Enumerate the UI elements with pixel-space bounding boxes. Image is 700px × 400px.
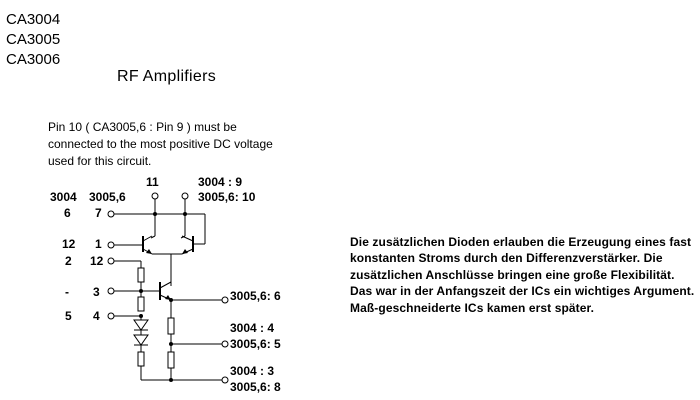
output-label-1: 3005,6: 6 bbox=[230, 289, 281, 303]
transistor-bases bbox=[143, 236, 193, 300]
pin-e-3005: 4 bbox=[93, 309, 100, 323]
terminal-out-1 bbox=[222, 297, 228, 303]
terminal-pin-e bbox=[108, 313, 114, 319]
pin-b-3004: 12 bbox=[62, 237, 76, 251]
model-name-ca3006: CA3006 bbox=[6, 51, 61, 68]
terminal-pin-c bbox=[108, 258, 114, 264]
pin-d-3005: 3 bbox=[93, 285, 100, 299]
output-label-3-3005: 3005,6: 8 bbox=[230, 380, 281, 394]
pin-label-top: 11 bbox=[146, 175, 159, 189]
resistor-bias-top bbox=[138, 268, 144, 282]
emitter-arrows bbox=[146, 249, 188, 300]
output-label-3-3004: 3004 : 3 bbox=[230, 364, 275, 378]
output-label-2-3005: 3005,6: 5 bbox=[230, 337, 281, 351]
output-label-2-3004: 3004 : 4 bbox=[230, 321, 275, 335]
diode-lower bbox=[134, 335, 148, 345]
column-header-3005: 3005,6 bbox=[89, 190, 126, 204]
terminal-out-2 bbox=[222, 341, 228, 347]
pin-label-top-right-3005: 3005,6: 10 bbox=[198, 190, 256, 204]
junction-dots bbox=[139, 212, 187, 382]
resistor-emitter-upper bbox=[168, 318, 174, 334]
terminal-pin-a bbox=[108, 211, 114, 217]
pin-e-3004: 5 bbox=[65, 309, 72, 323]
terminal-pin-11 bbox=[152, 193, 158, 199]
model-name-ca3004: CA3004 bbox=[6, 11, 61, 28]
supply-note: Pin 10 ( CA3005,6 : Pin 9 ) must be connected to the most positive DC voltage used for this circuit. bbox=[48, 120, 273, 168]
page-title: RF Amplifiers bbox=[117, 68, 217, 85]
description-text: Die zusätzlichen Dioden erlauben die Erzeugung eines fast konstanten Stroms durch den Differenzverstärker. Die zusätzlichen Anschlüsse bringen eine große Flexibilität. Das war in der Anfangszeit der ICs ein wichtiges Argument. Maß-geschneiderte ICs kamen erst später. bbox=[350, 235, 695, 315]
terminal-pin-b bbox=[108, 242, 114, 248]
pin-b-3005: 1 bbox=[95, 237, 102, 251]
terminal-pin-top-right bbox=[182, 193, 188, 199]
terminal-out-3 bbox=[222, 377, 228, 383]
pin-d-3004: - bbox=[65, 285, 69, 299]
resistor-bias-bottom bbox=[138, 352, 144, 366]
pin-a-3005: 7 bbox=[95, 206, 102, 220]
model-name-ca3005: CA3005 bbox=[6, 31, 61, 48]
column-header-3004: 3004 bbox=[50, 190, 77, 204]
pin-c-3005: 12 bbox=[90, 254, 104, 268]
terminal-pin-d bbox=[108, 288, 114, 294]
pin-c-3004: 2 bbox=[65, 254, 72, 268]
diode-upper bbox=[134, 320, 148, 330]
resistor-emitter-lower bbox=[168, 352, 174, 368]
pin-a-3004: 6 bbox=[64, 206, 71, 220]
resistor-bias-mid bbox=[138, 297, 144, 311]
pin-label-top-right-3004: 3004 : 9 bbox=[198, 175, 243, 189]
